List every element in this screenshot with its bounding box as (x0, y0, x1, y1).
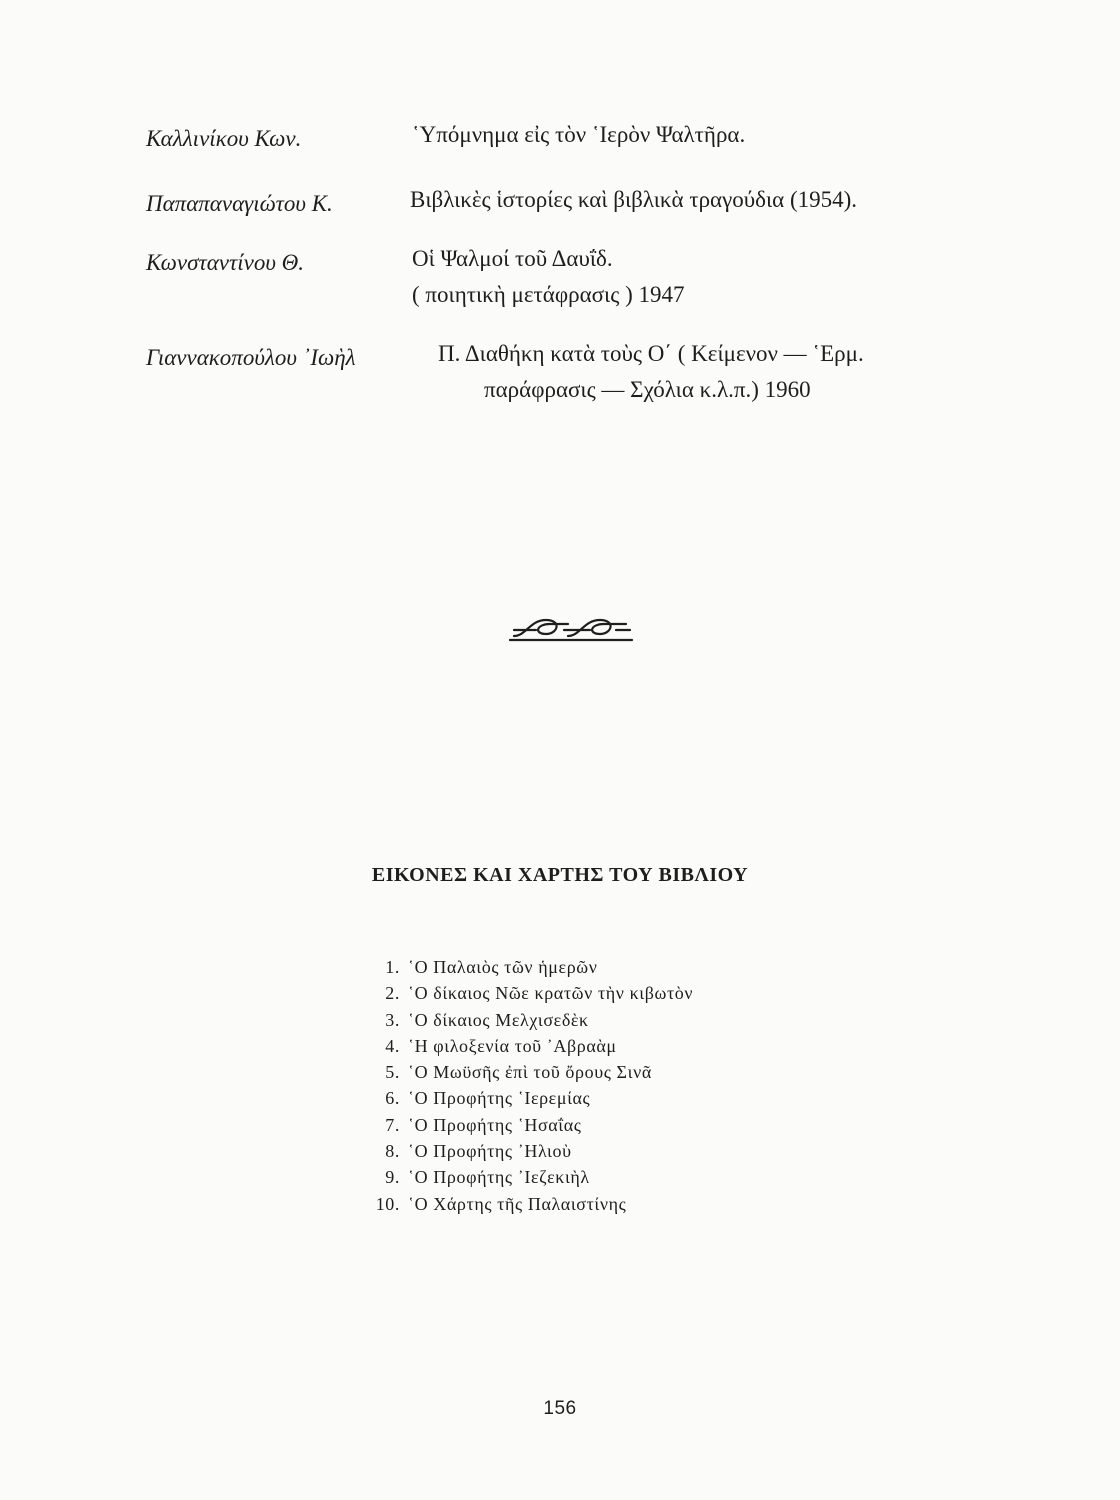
bibliography-entry (146, 122, 746, 152)
bibliography-author: Κωνσταντίνου Θ. (146, 250, 304, 275)
list-item (348, 1138, 693, 1164)
list-item (348, 1085, 693, 1111)
list-item (348, 954, 693, 980)
plate-number: 4. (385, 1035, 400, 1056)
list-item (348, 1059, 693, 1085)
plate-title: ῾Η φιλοξενία τοῦ ᾿Αβραὰμ (408, 1035, 617, 1056)
list-item (348, 1033, 693, 1059)
bibliography-work-line: ῾Υπόμνημα εἰς τὸν ῾Ιερὸν Ψαλτῆρα. (412, 122, 746, 147)
plate-number: 7. (385, 1114, 400, 1135)
bibliography-entry (146, 341, 864, 402)
plate-title: ῾Ο δίκαιος Μελχισεδὲκ (408, 1009, 589, 1030)
plate-number: 8. (385, 1141, 400, 1162)
bibliography-author: Γιαννακοπούλου ᾿Ιωὴλ (146, 345, 356, 370)
bibliography-work (412, 117, 745, 153)
plate-title: ῾Ο Χάρτης τῆς Παλαιστίνης (408, 1193, 627, 1214)
list-item (348, 1164, 693, 1190)
bibliography-work-line: Οἱ Ψαλμοί τοῦ Δαυΐδ. (412, 246, 613, 271)
bibliography-entry (146, 187, 858, 217)
bibliography-entry (146, 246, 685, 307)
plates-list (348, 954, 693, 1217)
list-item (348, 980, 693, 1006)
section-heading: ΕΙΚΟΝΕΣ ΚΑΙ ΧΑΡΤΗΣ ΤΟΥ ΒΙΒΛΙΟΥ (371, 864, 749, 886)
list-item (348, 1007, 693, 1033)
bibliography-work-line: ( ποιητικὴ μετάφρασις ) 1947 (412, 282, 685, 307)
bibliography-work (410, 182, 857, 218)
list-item (348, 1112, 693, 1138)
plate-title: ῾Ο Παλαιὸς τῶν ἡμερῶν (408, 957, 598, 977)
bibliography-work (438, 336, 864, 408)
list-item (348, 1191, 693, 1217)
bibliography-work-line: παράφρασις — Σχόλια κ.λ.π.) 1960 (484, 377, 811, 402)
plate-title: ῾Ο Προφήτης ᾿Ηλιοὺ (408, 1141, 572, 1162)
plate-title: ῾Ο Προφήτης ᾿Ιεζεκιὴλ (408, 1167, 590, 1188)
plate-number: 10. (375, 1193, 400, 1214)
plate-title: ῾Ο Προφήτης ῾Ιερεμίας (408, 1088, 591, 1109)
plate-number: 6. (385, 1088, 400, 1109)
bibliography-work-line: Βιβλικὲς ἱστορίες καὶ βιβλικὰ τραγούδια (1954). (410, 187, 858, 212)
plate-number: 5. (385, 1062, 400, 1083)
plate-title: ῾Ο Μωϋσῆς ἐπὶ τοῦ ὄρους Σινᾶ (408, 1062, 652, 1083)
bibliography-author: Παπαπαναγιώτου Κ. (146, 191, 333, 216)
plate-number: 1. (385, 957, 400, 977)
bibliography-author: Καλλινίκου Κων. (146, 126, 302, 151)
plate-title: ῾Ο Προφήτης ῾Ησαΐας (408, 1114, 582, 1135)
plate-number: 2. (385, 983, 400, 1004)
page-number: 156 (543, 1398, 577, 1419)
plate-number: 9. (385, 1167, 400, 1188)
bibliography-work (412, 241, 684, 313)
bibliography-work-line: Π. Διαθήκη κατὰ τοὺς Ο΄ ( Κείμενον — ῾Ερμ. (438, 341, 864, 366)
knot-ornament-icon (506, 610, 636, 646)
plate-number: 3. (385, 1009, 400, 1030)
plate-title: ῾Ο δίκαιος Νῶε κρατῶν τὴν κιβωτὸν (408, 983, 694, 1004)
